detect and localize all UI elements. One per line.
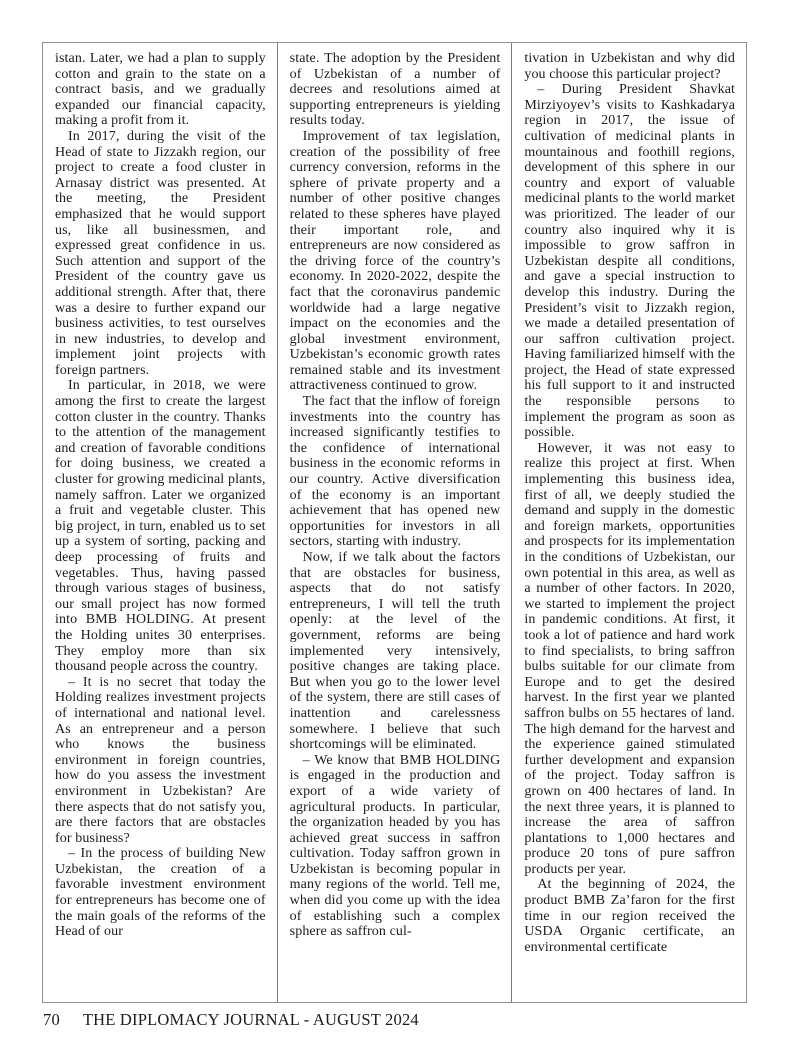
- text-column-middle: [277, 43, 512, 1002]
- text-column-left: [43, 43, 277, 1002]
- paragraph: tivation in Uzbekistan and why did you choose this particular project?: [524, 51, 736, 82]
- paragraph: At the beginning of 2024, the product BMB Za’faron for the first time in our region received the USDA Organic certificate, an environmental certificate: [524, 877, 736, 955]
- paragraph: In particular, in 2018, we were among the first to create the largest cotton cluster in the country. Thanks to the attention of the management and creation of favorable conditions for doing business, we created a cluster for growing medicinal plants, namely saffron. Later we organized a fruit and vegetable cluster. This big project, in turn, enabled us to set up a system of sorting, packing and deep processing of fruits and vegetables. Thus, having passed through various stages of business, our small project has now formed into BMB HOLDING. At present the Holding unites 30 enterprises. They employ more than six thousand people across the country.: [55, 378, 266, 675]
- journal-title: THE DIPLOMACY JOURNAL - AUGUST 2024: [82, 1010, 419, 1029]
- page-footer: [43, 1010, 419, 1030]
- page-number: 70: [43, 1010, 60, 1029]
- paragraph: state. The adoption by the President of Uzbekistan of a number of decrees and resolutions aimed at supporting entrepreneurs is yielding results today.: [289, 51, 501, 129]
- article-text-frame: [42, 42, 747, 1003]
- paragraph-answer: – During President Shavkat Mirziyoyev’s visits to Kashkadarya region in 2017, the issue of cultivation of medicinal plants in mountainous and foothill regions, development of this sphere in our country and export of valuable medicinal plants to the world market was prioritized. The leader of our country also inquired why it is impossible to grow saffron in Uzbekistan despite all conditions, and gave a special instruction to develop this industry. During the President’s visit to Jizzakh region, we made a detailed presentation of our saffron cultivation project. Having familiarized himself with the project, the Head of state expressed his full support to it and instructed the responsible persons to implement the program as soon as possible.: [524, 82, 736, 441]
- paragraph: Improvement of tax legislation, creation of the possibility of free currency conversion, reforms in the sphere of private property and a number of other positive changes related to these spheres have played their important role, and entrepreneurs are now considered as the driving force of the country’s economy. In 2020-2022, despite the fact that the coronavirus pandemic worldwide had a large negative impact on the economies and the global investment environment, Uzbekistan’s economic growth rates remained stable and its investment attractiveness continued to grow.: [289, 128, 501, 394]
- paragraph-question: – We know that BMB HOLDING is engaged in the production and export of a wide variety of agricultural products. In particular, the organization headed by you has achieved great success in saffron cultivation. Today saffron grown in Uzbekistan is becoming popular in many regions of the world. Tell me, when did you come up with the idea of establishing such a complex sphere as saffron cul-: [289, 752, 501, 940]
- paragraph: However, it was not easy to realize this project at first. When implementing this business idea, first of all, we deeply studied the demand and supply in the domestic and foreign markets, opportunities and prospects for its implementation in the conditions of Uzbekistan, our own potential in this area, as well as a number of other factors. In 2020, we started to implement the project in pandemic conditions. At first, it took a lot of patience and hard work to find specialists, to bring saffron bulbs suitable for our climate from Europe and to get the desired harvest. In the first year we planted saffron bulbs on 55 hectares of land. The high demand for the harvest and the experience gained stimulated further development and expansion of the project. Today saffron is grown on 400 hectares of land. In the next three years, it is planned to increase the area of saffron plantations to 1,000 hectares and produce 20 tons of pure saffron products per year.: [524, 440, 736, 877]
- text-column-right: [511, 43, 746, 1002]
- paragraph: The fact that the inflow of foreign investments into the country has increased significantly testifies to the confidence of international business in the economic reforms in our country. Active diversification of the economy is an important achievement that has opened new opportunities for investors in all sectors, starting with industry.: [289, 394, 501, 550]
- paragraph: istan. Later, we had a plan to supply cotton and grain to the state on a contract basis, and we gradually expanded our financial capacity, making a profit from it.: [55, 51, 266, 129]
- paragraph-answer: – In the process of building New Uzbekistan, the creation of a favorable investment environment for entrepreneurs has become one of the main goals of the reforms of the Head of our: [55, 846, 266, 940]
- paragraph: In 2017, during the visit of the Head of state to Jizzakh region, our project to create a food cluster in Arnasay district was presented. At the meeting, the President emphasized that he would support us, like all businessmen, and expressed great confidence in us. Such attention and support of the President of the country gave us additional strength. After that, there was a desire to further expand our business activities, to test ourselves in new industries, to develop and implement joint projects with foreign partners.: [55, 128, 266, 378]
- paragraph-question: – It is no secret that today the Holding realizes investment projects of international and national level. As an entrepreneur and a person who knows the business environment in foreign countries, how do you assess the investment environment in Uzbekistan? Are there aspects that do not satisfy you, are there factors that are obstacles for business?: [55, 674, 266, 846]
- paragraph: Now, if we talk about the factors that are obstacles for business, aspects that do not satisfy entrepreneurs, I will tell the truth openly: at the level of the government, reforms are being implemented very intensively, positive changes are taking place. But when you go to the lower level of the system, there are still cases of inattention and carelessness somewhere. I believe that such shortcomings will be eliminated.: [289, 550, 501, 753]
